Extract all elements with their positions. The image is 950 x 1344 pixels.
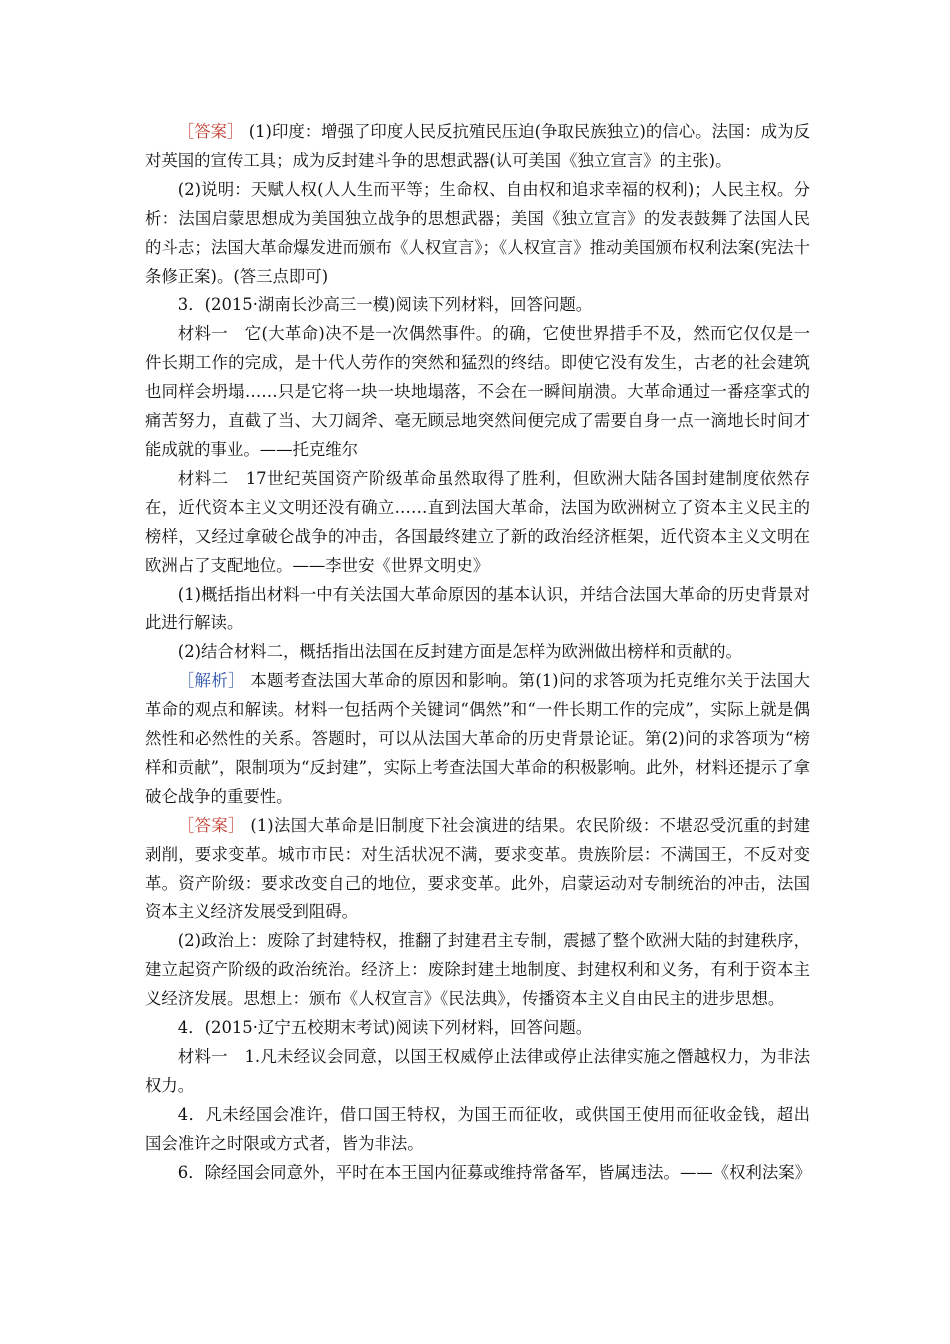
- material-paragraph: [145, 1043, 810, 1101]
- question-item: [145, 638, 810, 667]
- paragraph-text: (2)政治上：废除了封建特权，推翻了封建君主专制，震撼了整个欧洲大陆的封建秩序，建立起资产阶级的政治统治。经济上：废除封建土地制度、封建权利和义务，有利于资本主义经济发展。思想上：颁布《人权宣言》《民法典》，传播资本主义自由民主的进步思想。: [145, 931, 810, 1009]
- paragraph-text: 材料一 它(大革命)决不是一次偶然事件。的确，它使世界措手不及，然而它仅仅是一件长期工作的完成，是十代人劳作的突然和猛烈的终结。即使它没有发生，古老的社会建筑也同样会坍塌……只是它将一块一块地塌落，不会在一瞬间崩溃。大革命通过一番痉挛式的痛苦努力，直截了当、大刀阔斧、毫无顾忌地突然间便完成了需要自身一点一滴地长时间才能成就的事业。——托克维尔: [145, 324, 810, 459]
- paragraph-text: (1)概括指出材料一中有关法国大革命原因的基本认识，并结合法国大革命的历史背景对此进行解读。: [145, 584, 810, 633]
- question-item: [145, 581, 810, 639]
- paragraph-text: 材料二 17世纪英国资产阶级革命虽然取得了胜利，但欧洲大陆各国封建制度依然存在，近代资本主义文明还没有确立……直到法国大革命，法国为欧洲树立了资本主义民主的榜样，又经过拿破仑战争的冲击，各国最终建立了新的政治经济框架，近代资本主义文明在欧洲占了支配地位。——李世安《世界文明史》: [145, 468, 810, 575]
- paragraph-text: (1)法国大革命是旧制度下社会演进的结果。农民阶级：不堪忍受沉重的封建剥削，要求变革。城市市民：对生活状况不满，要求变革。贵族阶层：不满国王，不反对变革。资产阶级：要求改变自己的地位，要求变革。此外，启蒙运动对专制统治的冲击，法国资本主义经济发展受到阻碍。: [145, 815, 810, 922]
- paragraph-text: 本题考查法国大革命的原因和影响。第(1)问的求答项为托克维尔关于法国大革命的观点和解读。材料一包括两个关键词“偶然”和“一件长期工作的完成”，实际上就是偶然性和必然性的关系。答题时，可以从法国大革命的历史背景论证。第(2)问的求答项为“榜样和贡献”，限制项为“反封建”，实际上考查法国大革命的积极影响。此外，材料还提示了拿破仑战争的重要性。: [145, 671, 810, 806]
- material-paragraph: [145, 1159, 810, 1188]
- paragraph-text: 材料一 1.凡未经议会同意，以国王权威停止法律或停止法律实施之僭越权力，为非法权力。: [145, 1047, 810, 1095]
- answer-paragraph: [145, 176, 810, 292]
- paragraph-text: 3．(2015·湖南长沙高三一模)阅读下列材料，回答问题。: [177, 295, 593, 315]
- analysis-tag: ［解析］: [177, 671, 245, 691]
- paragraph-text: 6．除经国会同意外，平时在本王国内征募或维持常备军，皆属违法。——《权利法案》: [177, 1162, 812, 1182]
- material-paragraph: [145, 465, 810, 581]
- question-heading: [145, 291, 810, 320]
- paragraph-text: (2)说明：天赋人权(人人生而平等；生命权、自由权和追求幸福的权利)；人民主权。分析：法国启蒙思想成为美国独立战争的思想武器；美国《独立宣言》的发表鼓舞了法国人民的斗志；法国大革命爆发进而颁布《人权宣言》；《人权宣言》推动美国颁布权利法案(宪法十条修正案)。(答三点即可): [145, 179, 810, 286]
- answer-tag: ［答案］: [177, 122, 244, 141]
- material-paragraph: [145, 1101, 810, 1159]
- document-page: [145, 118, 810, 1188]
- paragraph-text: 4．凡未经国会准许，借口国王特权，为国王而征收，或供国王使用而征收金钱，超出国会准许之时限或方式者，皆为非法。: [145, 1104, 810, 1153]
- answer-paragraph: [145, 812, 810, 928]
- answer-paragraph: [145, 118, 810, 176]
- material-paragraph: [145, 320, 810, 465]
- paragraph-text: 4．(2015·辽宁五校期末考试)阅读下列材料，回答问题。: [177, 1018, 593, 1038]
- question-heading: [145, 1014, 810, 1043]
- analysis-paragraph: [145, 667, 810, 812]
- paragraph-text: (2)结合材料二，概括指出法国在反封建方面是怎样为欧洲做出榜样和贡献的。: [177, 642, 742, 662]
- answer-paragraph: [145, 927, 810, 1014]
- answer-tag: ［答案］: [177, 815, 245, 835]
- paragraph-text: (1)印度：增强了印度人民反抗殖民压迫(争取民族独立)的信心。法国：成为反对英国的宣传工具；成为反封建斗争的思想武器(认可美国《独立宣言》的主张)。: [145, 122, 811, 170]
